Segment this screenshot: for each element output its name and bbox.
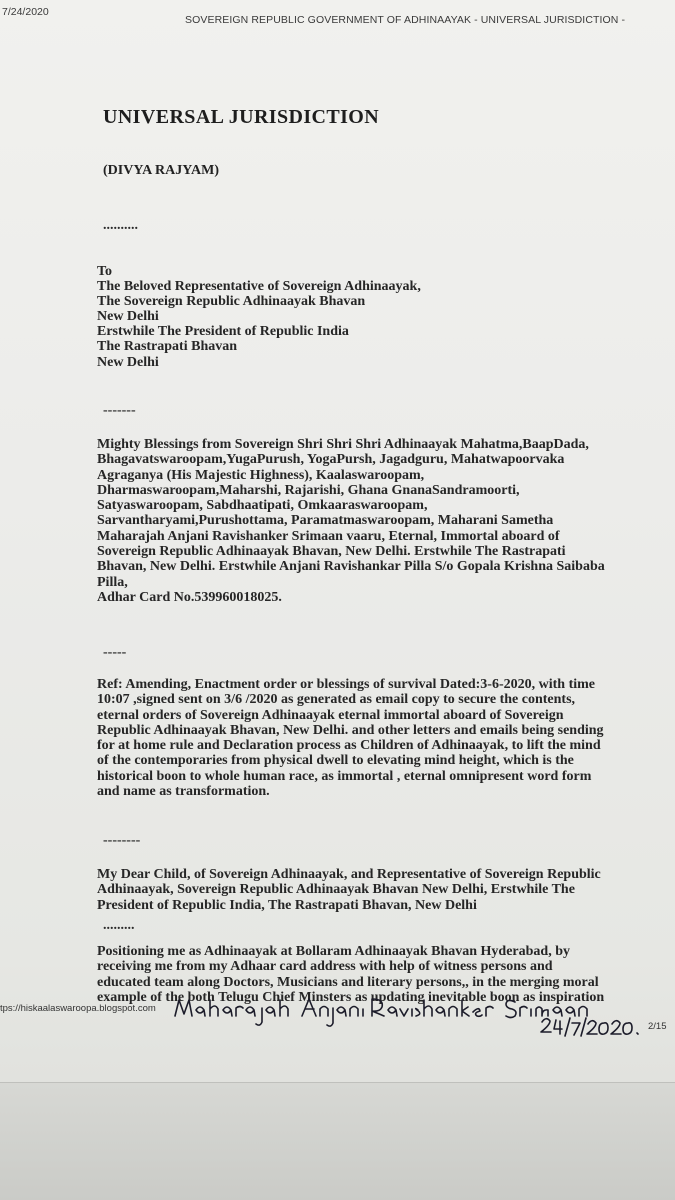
separator: ......... [103, 918, 135, 933]
footer-url: tps://hiskaalaswaroopa.blogspot.com [0, 1003, 156, 1014]
salutation-paragraph: My Dear Child, of Sovereign Adhinaayak, and Representative of Sovereign Republic Adhinaayak, Sovereign Republic Adhinaayak Bhavan New Delhi, Erstwhile The President of Republic India, The Rastrapati Bhavan, New Delhi [97, 867, 601, 913]
reference-paragraph: Ref: Amending, Enactment order or blessings of survival Dated:3-6-2020, with time 10:07 ,signed sent on 3/6 /2020 as generated as email copy to secure the contents, eternal orders of Sovereign Adhinaayak eternal immortal aboard of Sovereign Republic Adhinaayak Bhavan, New Delhi. and other letters and emails being sending for at home rule and Declaration process as Children of Adhinaayak, to lift the mind of the contemporaries from physical dwell to elevating mind height, which is the historical boon to whole human race, as immortal , eternal omnipresent word form and name as transformation. [97, 677, 604, 800]
document-subtitle: (DIVYA RAJYAM) [103, 163, 220, 178]
address-block: To The Beloved Representative of Sovereign Adhinaayak, The Sovereign Republic Adhinaayak Bhavan New Delhi Erstwhile The President of Republic India The Rastrapati Bhavan New Delhi [97, 264, 421, 370]
running-header: SOVEREIGN REPUBLIC GOVERNMENT OF ADHINAAYAK - UNIVERSAL JURISDICTION - [185, 14, 626, 26]
page-number: 2/15 [648, 1021, 667, 1032]
document-title: UNIVERSAL JURISDICTION [103, 106, 380, 128]
blessings-paragraph: Mighty Blessings from Sovereign Shri Shri Shri Adhinaayak Mahatma,BaapDada, Bhagavatswaroopam,YugaPurush, YogaPursh, Jagadguru, Mahatwapoorvaka Agraganya (His Majestic Highness), Kaalaswaroopam, Dharmaswaroopam,Maharshi, Rajarishi, Ghana GnanaSandramoorti, Satyaswaroopam, Sabdhaatipati, Omkaaraswaroopam, Sarvantharyami,Purushottama, Paramatmaswaroopam, Maharani Sametha Maharajah Anjani Ravishanker Srimaan vaaru, Eternal, Immortal aboard of Sovereign Republic Adhinaayak Bhavan, New Delhi. Erstwhile The Rastrapati Bhavan, New Delhi. Erstwhile Anjani Ravishankar Pilla S/o Gopala Krishna Saibaba Pilla, Adhar Card No.539960018025. [97, 437, 605, 605]
separator: ------- [103, 403, 136, 418]
page-background-bottom [0, 1082, 675, 1200]
print-date: 7/24/2020 [2, 6, 49, 18]
separator: ----- [103, 645, 127, 660]
handwritten-signature [170, 990, 650, 1040]
positioning-paragraph: Positioning me as Adhinaayak at Bollaram Adhinaayak Bhavan Hyderabad, by receiving me from my Adhaar card address with help of witness persons and educated team along Doctors, Musicians and literary persons,, in the merging moral example of the both Telugu Chief Minsters as updating inevitable boon as inspiration [97, 944, 605, 1005]
separator: .......... [103, 218, 138, 233]
separator: -------- [103, 833, 141, 848]
